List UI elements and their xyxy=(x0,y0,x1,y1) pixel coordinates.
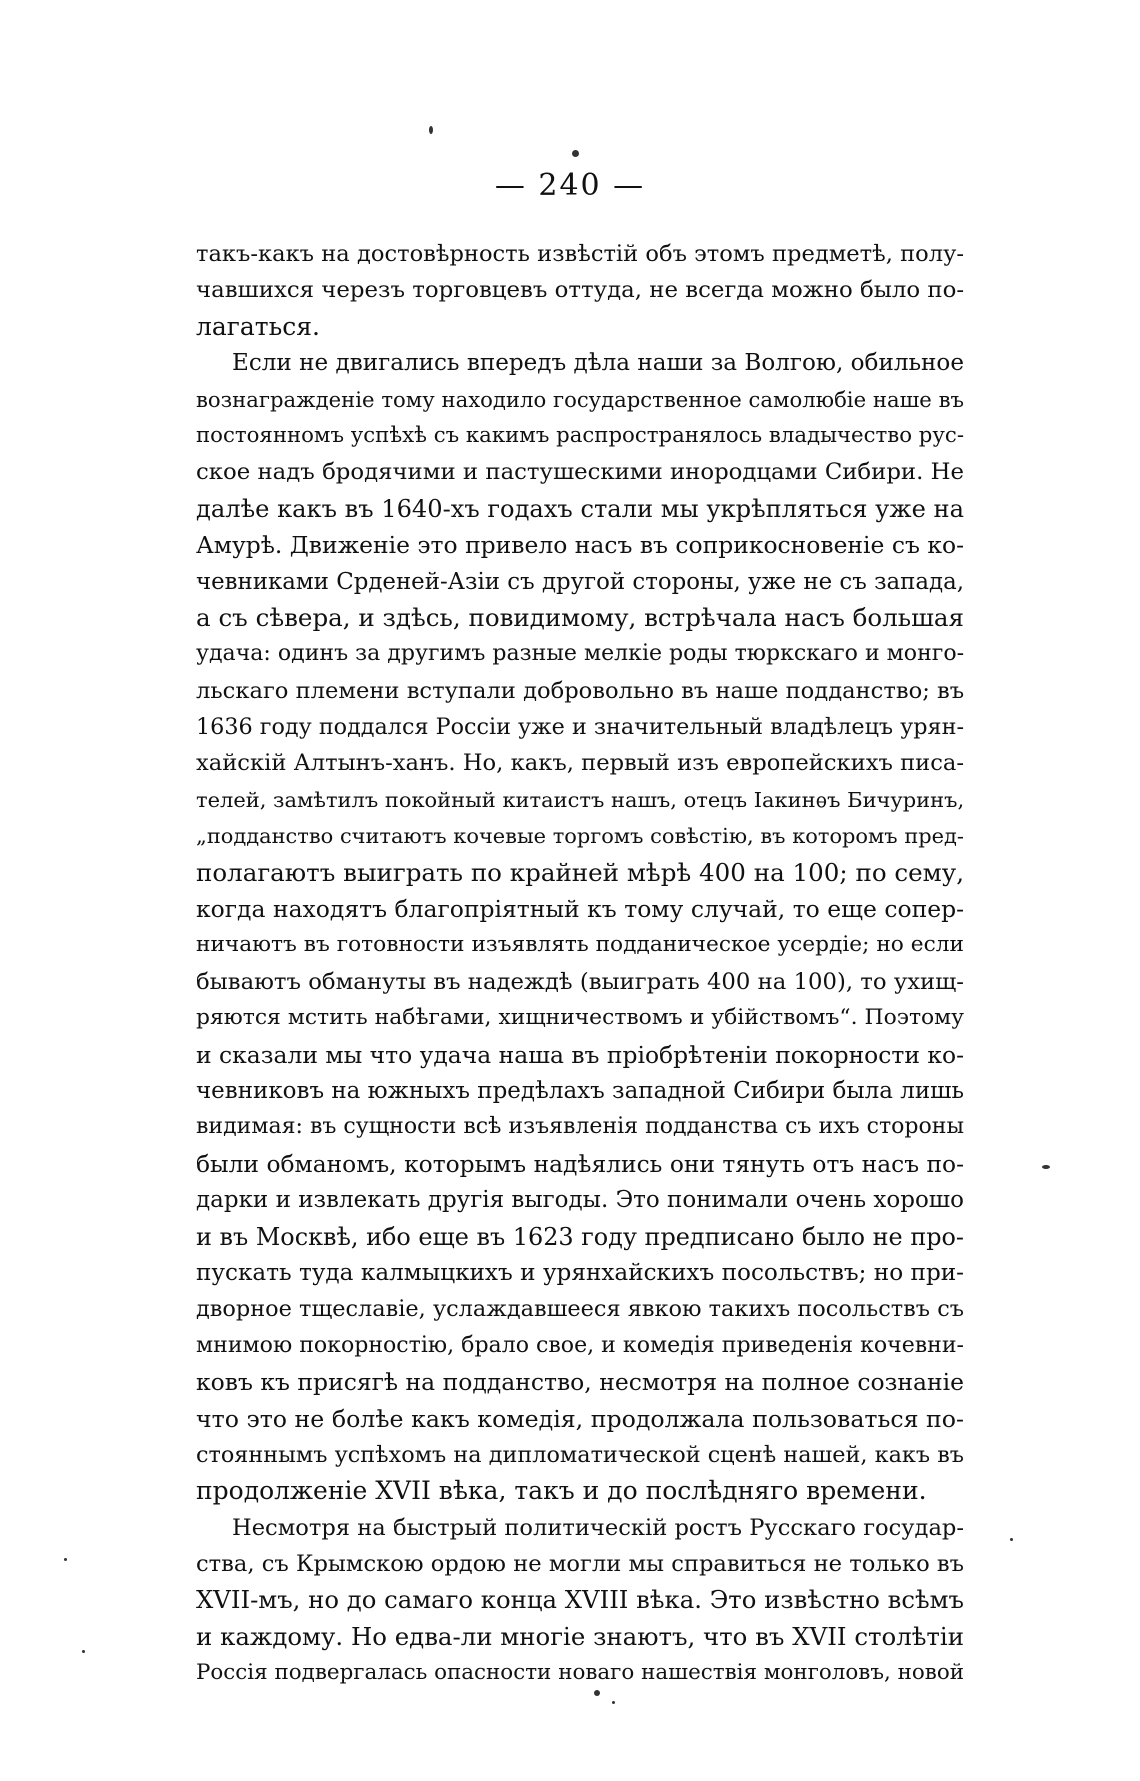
text-line: XVII-мъ, но до самаго конца XVIII вѣка. Это извѣстно всѣмъ xyxy=(196,1585,964,1615)
text-line: такъ-какъ на достовѣрность извѣстій объ этомъ предметѣ, полу- xyxy=(196,241,964,267)
text-line: чевниковъ на южныхъ предѣлахъ западной Сибири была лишь xyxy=(196,1077,964,1104)
text-line: постоянномъ успѣхѣ съ какимъ распространялось владычество рус- xyxy=(196,422,964,448)
text-line: и сказали мы что удача наша въ пріобрѣтеніи покорности ко- xyxy=(196,1040,964,1069)
text-line: мнимою покорностію, брало свое, и комедія приведенія кочевни- xyxy=(196,1332,964,1358)
text-line: далѣе какъ въ 1640-хъ годахъ стали мы укрѣпляться уже на xyxy=(196,494,964,523)
text-line: видимая: въ сущности всѣ изъявленія подданства съ ихъ стороны xyxy=(196,1114,964,1140)
text-line: и въ Москвѣ, ибо еще въ 1623 году предписано было не про- xyxy=(196,1222,964,1251)
scan-speck xyxy=(1010,1538,1013,1541)
text-line: продолженіе XVII вѣка, такъ и до послѣдняго времени. xyxy=(196,1476,927,1506)
text-line: и каждому. Но едва-ли многіе знаютъ, что въ XVII столѣтіи xyxy=(196,1621,964,1651)
scan-speck xyxy=(64,1558,67,1561)
text-line: лагаться. xyxy=(196,311,320,341)
text-line: дарки и извлекать другія выгоды. Это понимали очень хорошо xyxy=(196,1187,964,1214)
text-line: бываютъ обмануты въ надеждѣ (выиграть 400 на 100), то ухищ- xyxy=(196,968,964,995)
page-number: — 240 — xyxy=(494,168,646,203)
text-line: Амурѣ. Движеніе это привело насъ въ соприкосновеніе съ ко- xyxy=(196,531,964,560)
text-line: чавшихся черезъ торговцевъ оттуда, не всегда можно было по- xyxy=(196,277,964,304)
text-line: Россія подвергалась опасности новаго нашествія монголовъ, новой xyxy=(196,1660,964,1686)
body-text xyxy=(196,236,964,1692)
scan-speck xyxy=(572,150,579,157)
text-line: телей, замѣтилъ покойный китаистъ нашъ, отецъ Іакинѳъ Бичуринъ, xyxy=(196,787,964,812)
scan-speck xyxy=(82,1650,85,1653)
paragraph xyxy=(196,1510,964,1692)
text-line: ства, съ Крымскою ордою не могли мы справиться не только въ xyxy=(196,1551,964,1578)
text-line: когда находятъ благопріятный къ тому случай, то еще сопер- xyxy=(196,895,964,924)
text-line: пускать туда калмыцкихъ и урянхайскихъ посольствъ; но при- xyxy=(196,1259,964,1286)
text-line: ничаютъ въ готовности изъявлять подданическое усердіе; но если xyxy=(196,932,964,958)
text-line: полагаютъ выиграть по крайней мѣрѣ 400 на 100; по сему, xyxy=(196,857,964,887)
text-line: хайскій Алтынъ-ханъ. Но, какъ, первый изъ европейскихъ писа- xyxy=(196,750,964,777)
text-line: стояннымъ успѣхомъ на дипломатической сценѣ нашей, какъ въ xyxy=(196,1441,964,1468)
scan-speck xyxy=(1042,1165,1050,1169)
text-line: Если не двигались впередъ дѣла наши за Волгою, обильное xyxy=(232,350,964,377)
text-line: „подданство считаютъ кочевые торгомъ совѣстію, въ которомъ пред- xyxy=(196,824,964,849)
text-line: ряются мстить набѣгами, хищничествомъ и убійствомъ“. Поэтому xyxy=(196,1005,964,1031)
text-line: Несмотря на быстрый политическій ростъ Русскаго государ- xyxy=(232,1514,964,1541)
text-line: а съ сѣвера, и здѣсь, повидимому, встрѣчала насъ большая xyxy=(196,602,964,632)
scan-speck xyxy=(612,1701,615,1704)
text-line: 1636 году поддался Россіи уже и значительный владѣлецъ урян- xyxy=(196,714,964,741)
text-line: были обманомъ, которымъ надѣялись они тянуть отъ насъ по- xyxy=(196,1149,964,1178)
text-line: удача: одинъ за другимъ разные мелкіе роды тюркскаго и монго- xyxy=(196,641,964,667)
text-line: вознагражденіе тому находило государственное самолюбіе наше въ xyxy=(196,386,964,412)
scan-speck xyxy=(594,1690,600,1696)
paragraph xyxy=(196,236,964,345)
text-line: льскаго племени вступали добровольно въ наше подданство; въ xyxy=(196,677,964,704)
text-line: что это не болѣе какъ комедія, продолжала пользоваться по- xyxy=(196,1404,964,1433)
text-line: чевниками Срденей-Азіи съ другой стороны, уже не съ запада, xyxy=(196,568,964,595)
scan-speck xyxy=(429,126,433,134)
text-line: дворное тщеславіе, услаждавшееся явкою такихъ посольствъ съ xyxy=(196,1296,964,1323)
text-line: ковъ къ присягѣ на подданство, несмотря на полное сознаніе xyxy=(196,1368,964,1397)
paragraph xyxy=(196,345,964,1510)
text-line: ское надъ бродячими и пастушескими инородцами Сибири. Не xyxy=(196,459,964,486)
